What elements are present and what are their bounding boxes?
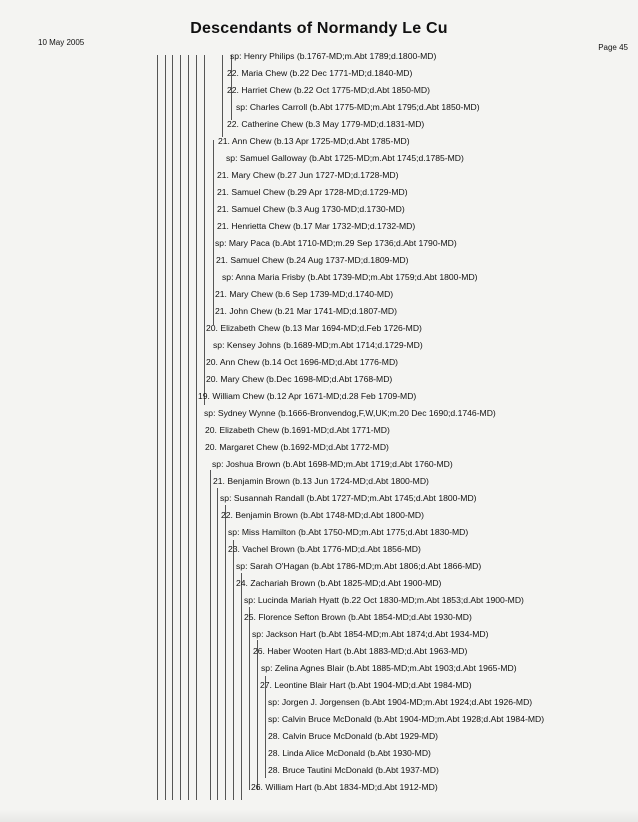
tree-connector (217, 488, 218, 800)
tree-connector (196, 55, 197, 800)
page-bottom-edge (0, 810, 638, 822)
tree-connector (172, 55, 173, 800)
list-item: sp: Mary Paca (b.Abt 1710-MD;m.29 Sep 1736;d.Abt 1790-MD) (215, 238, 457, 248)
tree-connector (165, 55, 166, 800)
list-item: 22. Catherine Chew (b.3 May 1779-MD;d.1831-MD) (227, 119, 425, 129)
list-item: sp: Jorgen J. Jorgensen (b.Abt 1904-MD;m.Abt 1924;d.Abt 1926-MD) (268, 697, 533, 707)
list-item: 22. Harriet Chew (b.22 Oct 1775-MD;d.Abt 1850-MD) (227, 85, 430, 95)
list-item: 21. Mary Chew (b.6 Sep 1739-MD;d.1740-MD) (215, 289, 394, 299)
list-item: sp: Miss Hamilton (b.Abt 1750-MD;m.Abt 1775;d.Abt 1830-MD) (228, 527, 469, 537)
list-item: 20. Elizabeth Chew (b.13 Mar 1694-MD;d.Feb 1726-MD) (206, 323, 422, 333)
list-item: 28. Linda Alice McDonald (b.Abt 1930-MD) (268, 748, 431, 758)
list-item: 24. Zachariah Brown (b.Abt 1825-MD;d.Abt 1900-MD) (236, 578, 442, 588)
list-item: 26. Haber Wooten Hart (b.Abt 1883-MD;d.Abt 1963-MD) (253, 646, 468, 656)
list-item: 21. Benjamin Brown (b.13 Jun 1724-MD;d.Abt 1800-MD) (213, 476, 429, 486)
print-date: 10 May 2005 (38, 38, 85, 47)
list-item: sp: Henry Philips (b.1767-MD;m.Abt 1789;d.1800-MD) (230, 51, 437, 61)
list-item: 21. John Chew (b.21 Mar 1741-MD;d.1807-MD) (215, 306, 397, 316)
tree-connector (157, 55, 158, 800)
page-number: Page 45 (598, 43, 628, 52)
list-item: sp: Anna Maria Frisby (b.Abt 1739-MD;m.Abt 1759;d.Abt 1800-MD) (222, 272, 478, 282)
list-item: sp: Kensey Johns (b.1689-MD;m.Abt 1714;d.1729-MD) (213, 340, 423, 350)
list-item: sp: Samuel Galloway (b.Abt 1725-MD;m.Abt 1745;d.1785-MD) (226, 153, 464, 163)
list-item: 21. Mary Chew (b.27 Jun 1727-MD;d.1728-MD) (217, 170, 399, 180)
list-item: sp: Zelina Agnes Blair (b.Abt 1885-MD;m.Abt 1903;d.Abt 1965-MD) (261, 663, 517, 673)
page-title: Descendants of Normandy Le Cu (190, 20, 448, 37)
list-item: sp: Jackson Hart (b.Abt 1854-MD;m.Abt 1874;d.Abt 1934-MD) (252, 629, 489, 639)
list-item: 20. Elizabeth Chew (b.1691-MD;d.Abt 1771-MD) (205, 425, 390, 435)
list-item: 21. Samuel Chew (b.3 Aug 1730-MD;d.1730-MD) (217, 204, 405, 214)
list-item: 22. Maria Chew (b.22 Dec 1771-MD;d.1840-MD) (227, 68, 413, 78)
list-item: 20. Ann Chew (b.14 Oct 1696-MD;d.Abt 1776-MD) (206, 357, 399, 367)
tree-connector (257, 640, 258, 790)
list-item: 28. Calvin Bruce McDonald (b.Abt 1929-MD) (268, 731, 439, 741)
list-item: sp: Sydney Wynne (b.1666-Bronvendog,F,W,UK;m.20 Dec 1690;d.1746-MD) (204, 408, 496, 418)
tree-connector (225, 505, 226, 800)
tree-connector (265, 676, 266, 778)
tree-connector (213, 140, 214, 325)
list-item: sp: Susannah Randall (b.Abt 1727-MD;m.Abt 1745;d.Abt 1800-MD) (220, 493, 477, 503)
tree-connector (204, 55, 205, 405)
list-item: 26. William Hart (b.Abt 1834-MD;d.Abt 1912-MD) (251, 782, 438, 792)
list-item: 20. Mary Chew (b.Dec 1698-MD;d.Abt 1768-MD) (206, 374, 393, 384)
list-item: 20. Margaret Chew (b.1692-MD;d.Abt 1772-MD) (205, 442, 389, 452)
list-item: 21. Samuel Chew (b.29 Apr 1728-MD;d.1729-MD) (217, 187, 408, 197)
list-item: sp: Sarah O'Hagan (b.Abt 1786-MD;m.Abt 1806;d.Abt 1866-MD) (236, 561, 482, 571)
list-item: sp: Joshua Brown (b.Abt 1698-MD;m.Abt 1719;d.Abt 1760-MD) (212, 459, 453, 469)
list-item: 28. Bruce Tautini McDonald (b.Abt 1937-MD) (268, 765, 439, 775)
list-item: 27. Leontine Blair Hart (b.Abt 1904-MD;d.Abt 1984-MD) (260, 680, 472, 690)
tree-connector (222, 55, 223, 137)
tree-connector (210, 470, 211, 800)
tree-connector (180, 55, 181, 800)
list-item: sp: Calvin Bruce McDonald (b.Abt 1904-MD;m.Abt 1928;d.Abt 1984-MD) (268, 714, 545, 724)
list-item: 23. Vachel Brown (b.Abt 1776-MD;d.Abt 1856-MD) (228, 544, 421, 554)
list-item: 21. Samuel Chew (b.24 Aug 1737-MD;d.1809-MD) (216, 255, 409, 265)
tree-connector (233, 540, 234, 800)
tree-connector (188, 55, 189, 800)
list-item: 22. Benjamin Brown (b.Abt 1748-MD;d.Abt 1800-MD) (221, 510, 425, 520)
list-item: sp: Lucinda Mariah Hyatt (b.22 Oct 1830-MD;m.Abt 1853;d.Abt 1900-MD) (244, 595, 524, 605)
tree-connector (249, 607, 250, 790)
list-item: 25. Florence Sefton Brown (b.Abt 1854-MD;d.Abt 1930-MD) (244, 612, 472, 622)
tree-connector (241, 573, 242, 800)
list-item: sp: Charles Carroll (b.Abt 1775-MD;m.Abt 1795;d.Abt 1850-MD) (236, 102, 480, 112)
list-item: 21. Henrietta Chew (b.17 Mar 1732-MD;d.1732-MD) (217, 221, 416, 231)
list-item: 19. William Chew (b.12 Apr 1671-MD;d.28 Feb 1709-MD) (198, 391, 417, 401)
list-item: 21. Ann Chew (b.13 Apr 1725-MD;d.Abt 1785-MD) (218, 136, 410, 146)
